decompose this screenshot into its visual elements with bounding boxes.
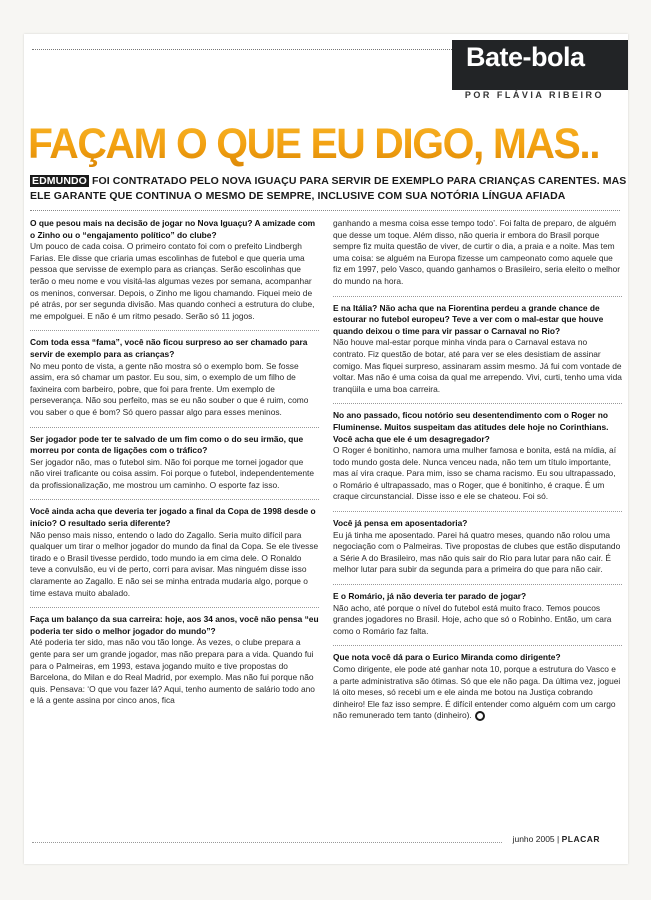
question: Você ainda acha que deveria ter jogado a final da Copa de 1998 desde o início? O resultado seria diferente? [30,506,316,529]
answer: Não penso mais nisso, entendo o lado do Zagallo. Seria muito difícil para qualquer um tirar o melhor jogador do mundo da final da Copa. Se ele tivesse tirado e o Brasil tivesse perdido, todo mundo ia em cima dele. O Ronaldo teve a convulsão, eu vi de perto, corri para avisar. Mas ninguém disse isso claramente ao Zagallo. E não sei se minha entrada mudaria algo, porque o time estava muito abalado. [30,529,319,598]
right-column [333,218,622,828]
deck-dotted-rule [30,210,620,211]
answer: No meu ponto de vista, a gente não mostra só o exemplo bom. Se fosse assim, era só chamar um pastor. Eu sou, sim, o exemplo de um filho de faxineira com barbeiro, pobre, que foi para frente. Um exemplo de perseverança. Não sou perfeito, mas se eu não souber o que é ruim, como vou saber o que é bom? Só quero passar algo para esses meninos. [30,360,309,417]
qa-block-continued [333,218,622,288]
qa-block [333,410,622,503]
answer [333,664,622,722]
question: No ano passado, ficou notório seu desentendimento com o Roger no Fluminense. Muitos suspeitam das atitudes dele hoje no Corinthians. Você acha que ele é um desagregador? [333,410,609,444]
answer: Não acho, até porque o nível do futebol está muito fraco. Temos poucos grandes jogadores no Brasil. Hoje, acho que só o Robinho. Então, um cara como o Romário faz falta. [333,602,612,636]
qa-separator [333,645,622,646]
headline: FAÇAM O QUE EU DIGO, MAS... [28,120,610,168]
qa-block [30,218,319,322]
magazine-page [24,34,628,864]
question: E o Romário, já não deveria ter parado de jogar? [333,591,527,602]
qa-block [333,303,622,396]
answer: Não houve mal-estar porque minha vinda para o Carnaval estava no contrato. Fiz questão de botar, até para ver se eles desistiam de assinar comigo. Mas fiquei surpreso, assinaram assim mesmo. Já fui com vontade de voltar. Mas não é uma coisa da qual me arrependo. Vivi, curti, tenho uma vida tranqüila e uma boa carreira. [333,337,622,394]
qa-separator [333,403,622,404]
footer-date: junho 2005 | [512,834,562,844]
end-of-article-icon [475,711,485,721]
qa-block [333,591,622,637]
question: O que pesou mais na decisão de jogar no Nova Iguaçu? A amizade com o Zinho ou o “engajamento político” do clube? [30,218,316,240]
qa-block [30,434,319,492]
qa-separator [333,584,622,585]
interview-columns [30,218,622,828]
left-column [30,218,319,828]
answer: Um pouco de cada coisa. O primeiro contato foi com o prefeito Lindbergh Farias. Ele disse que criaria umas escolinhas de futebol e que queria uma pessoa que servisse de exemplo para as crianças. Serão escolinhas que terão o meu nome e vou visitá-las algumas vezes por semana, acompanhar os meninos, conversar. Depois, o Zinho me ligou chamando. Fiquei meio de pé atrás, por ser segunda divisão. Mas quando conheci a estrutura do clube, me empolguei. E não é um ritmo pesado. Serão só 11 jogos. [30,241,315,321]
qa-separator [30,499,319,500]
deck-lead-name: EDMUNDO [32,175,87,187]
footer-dotted-rule [32,842,502,843]
answer: Até poderia ter sido, mas não vou tão longe. Às vezes, o clube prepara a gente para ser um grande jogador, mas não prepara para a vida. Quando fui para o Palmeiras, em 1993, estava jogando muito e tive propostas do Barcelona, do Milan e do Real Madrid, por exemplo. Mas não fui porque não quis. Pensava: ‘O que vou fazer lá? Aqui, tenho aumento de salário todo ano e lá a gente assina por cinco anos, fica [30,637,315,706]
qa-separator [30,427,319,428]
top-dotted-rule [32,49,452,51]
byline: POR FLÁVIA RIBEIRO [464,90,604,100]
answer-text: Como dirigente, ele pode até ganhar nota 10, porque a estrutura do Vasco e a parte administrativa são ótimas. Só que ele não paga. Da última vez, joguei lá oito meses, só recebi um e ele ainda me botou na Justiça cobrando dinheiro! Ele faz isso sempre. É difícil entender como alguém com um cargo não remunerado tem tanto (dinheiro). [333,664,621,721]
qa-separator [30,330,319,331]
qa-block [30,614,319,707]
question: Faça um balanço da sua carreira: hoje, aos 34 anos, você não pensa “eu poderia ter sido o melhor jogador do mundo”? [30,614,319,636]
section-name: Bate-bola [466,42,585,72]
answer: O Roger é bonitinho, namora uma mulher famosa e bonita, está na mídia, aí todo mundo gosta dele. Nunca venceu nada, não tem um título importante, mas aí vira craque. Para mim, isso se chama racismo. Eu sou ultrapassado, o Romário é ultrapassado, mas o Roger, que é bonitinho, é craque. É um craque circunstancial. Disse isso e ele se chateou. Foi só. [333,445,617,502]
qa-separator [333,296,622,297]
question: Com toda essa “fama”, você não ficou surpreso ao ser chamado para servir de exemplo para as crianças? [30,337,308,359]
question: E na Itália? Não acha que na Fiorentina perdeu a grande chance de estourar no futebol europeu? Teve a ver com o mal-estar que houve quando deixou o time para vir passar o Carnaval no Rio? [333,302,604,336]
qa-block [333,518,622,576]
qa-block [30,506,319,599]
question: Você já pensa em aposentadoria? [333,518,468,529]
deck-text: FOI CONTRATADO PELO NOVA IGUAÇU PARA SERVIR DE EXEMPLO PARA CRIANÇAS CARENTES. MAS ELE GARANTE QUE CONTINUA O MESMO DE SEMPRE, INCLUSIVE COM SUA NOTÓRIA LÍNGUA AFIADA [30,175,627,202]
deck [30,174,628,204]
answer: ganhando a mesma coisa esse tempo todo’. Foi falta de preparo, de alguém que desse um toque. Além disso, não queria ir embora do Brasil porque sempre fiz muita questão de viver, de curtir o dia, a praia e a noite. Mas tem uma coisa: se alguém na Europa fizesse um campeonato como aquele que fiz em 1997, pelo Vasco, quando ganhamos o Brasileiro, seria eleito o melhor do mundo na hora. [333,218,621,286]
magazine-name: PLACAR [561,834,600,844]
qa-separator [333,511,622,512]
answer: Ser jogador não, mas o futebol sim. Não foi porque me tornei jogador que não virei traficante ou coisa assim. Foi porque o futebol, independentemente da profissionalização, me mostrou um caminho. O esporte faz isso. [30,456,314,490]
qa-separator [30,607,319,608]
qa-block [30,337,319,418]
answer: Eu já tinha me aposentado. Parei há quatro meses, quando não rolou uma negociação com o Palmeiras. Tive propostas de clubes que estão disputando a Série A do Brasileiro, mas não quis sair do Rio para lutar para não cair. É melhor lutar para subir da segunda para a primeira do que para não cair. [333,529,621,575]
question: Ser jogador pode ter te salvado de um fim como o do seu irmão, que morreu por conta de ligações com o tráfico? [30,433,304,456]
page-footer [513,834,600,844]
qa-block [333,652,622,722]
section-tab [452,40,628,90]
question: Que nota você dá para o Eurico Miranda como dirigente? [333,652,561,663]
